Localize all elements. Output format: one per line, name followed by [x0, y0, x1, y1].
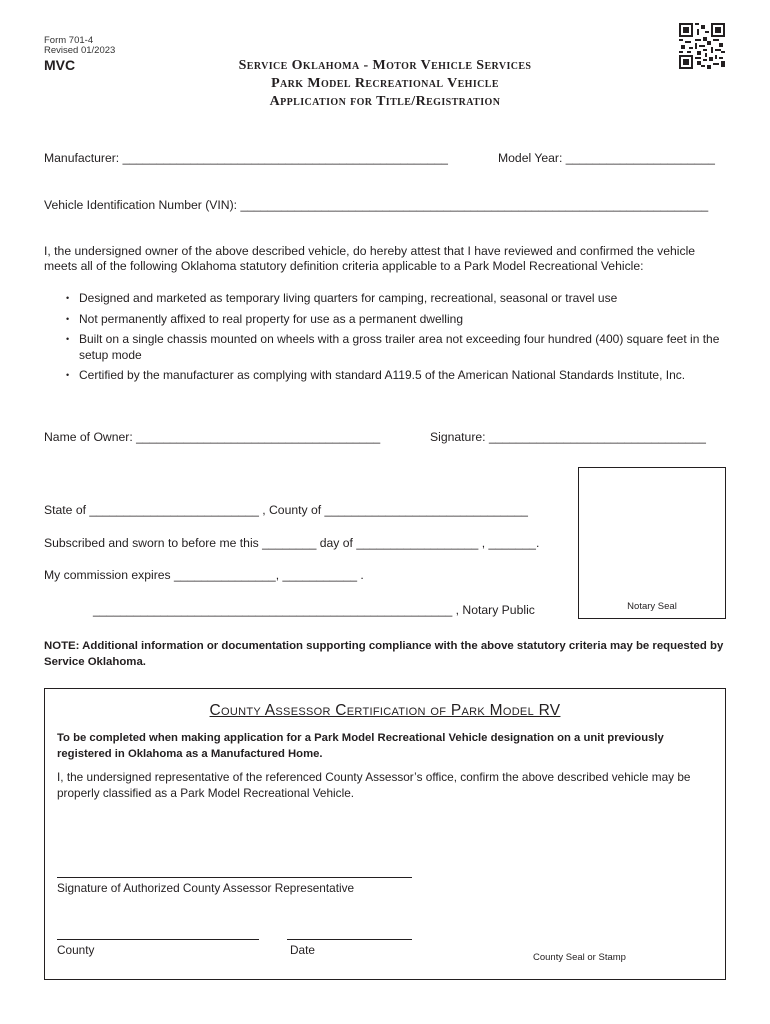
owner-name-field[interactable]: Name of Owner: ____________________________________: [44, 430, 381, 444]
state-county-field[interactable]: State of _________________________ , County of ______________________________: [44, 503, 528, 517]
form-number: Form 701-4: [44, 35, 94, 46]
title-application: Application for Title/Registration: [269, 94, 501, 109]
assessor-signature-line[interactable]: [57, 877, 412, 878]
county-assessor-section: [44, 688, 726, 980]
criteria-list: [66, 291, 736, 389]
list-item: • Not permanently affixed to real property for use as a permanent dwelling: [66, 312, 736, 328]
date-line[interactable]: [287, 939, 412, 940]
county-assessor-title: County Assessor Certification of Park Model RV: [209, 702, 561, 719]
date-label: Date: [290, 943, 315, 957]
county-label: County: [57, 943, 95, 957]
vin-field[interactable]: Vehicle Identification Number (VIN): _____________________________________________________________________: [44, 198, 709, 212]
county-assessor-instruction: To be completed when making application for a Park Model Recreational Vehicle designation on a unit previously registered in Oklahoma as a Manufactured Home.: [57, 732, 664, 760]
county-line[interactable]: [57, 939, 259, 940]
list-item: • Designed and marketed as temporary living quarters for camping, recreational, seasonal or travel use: [66, 291, 736, 307]
title-agency: Service Oklahoma - Motor Vehicle Services: [238, 58, 532, 73]
notary-seal-label: Notary Seal: [627, 601, 677, 612]
list-item: • Built on a single chassis mounted on wheels with a gross trailer area not exceeding four hundred (400) square feet in the setup mode: [66, 332, 736, 363]
notary-public-signature-field[interactable]: _____________________________________________________ , Notary Public: [93, 603, 535, 617]
subscribed-sworn-field[interactable]: Subscribed and sworn to before me this ________ day of __________________ , _______.: [44, 536, 540, 550]
agency-code: MVC: [44, 57, 76, 73]
attestation-text: I, the undersigned owner of the above described vehicle, do hereby attest that I have reviewed and confirmed the vehicle meets all of the following Oklahoma statutory definition criteria applicable to a Park Model Recreational Vehicle:: [44, 244, 696, 273]
owner-signature-field[interactable]: Signature: ________________________________: [430, 430, 706, 444]
county-seal-label: County Seal or Stamp: [533, 952, 626, 963]
manufacturer-field[interactable]: Manufacturer: ________________________________________________: [44, 151, 448, 165]
assessor-signature-label: Signature of Authorized County Assessor Representative: [57, 881, 355, 895]
commission-expires-field[interactable]: My commission expires _______________, ___________ .: [44, 568, 364, 582]
notary-seal-box: [578, 467, 726, 619]
revision-date: Revised 01/2023: [44, 45, 116, 56]
county-assessor-statement: I, the undersigned representative of the referenced County Assessor’s office, confirm the above described vehicle may be properly classified as a Park Model Recreational Vehicle.: [57, 770, 691, 800]
model-year-field[interactable]: Model Year: ______________________: [498, 151, 715, 165]
list-item: • Certified by the manufacturer as complying with standard A119.5 of the American National Standards Institute, Inc.: [66, 368, 736, 384]
note-text: NOTE: Additional information or documentation supporting compliance with the above statutory criteria may be requested by Service Oklahoma.: [44, 640, 724, 668]
title-vehicle-type: Park Model Recreational Vehicle: [271, 76, 499, 91]
